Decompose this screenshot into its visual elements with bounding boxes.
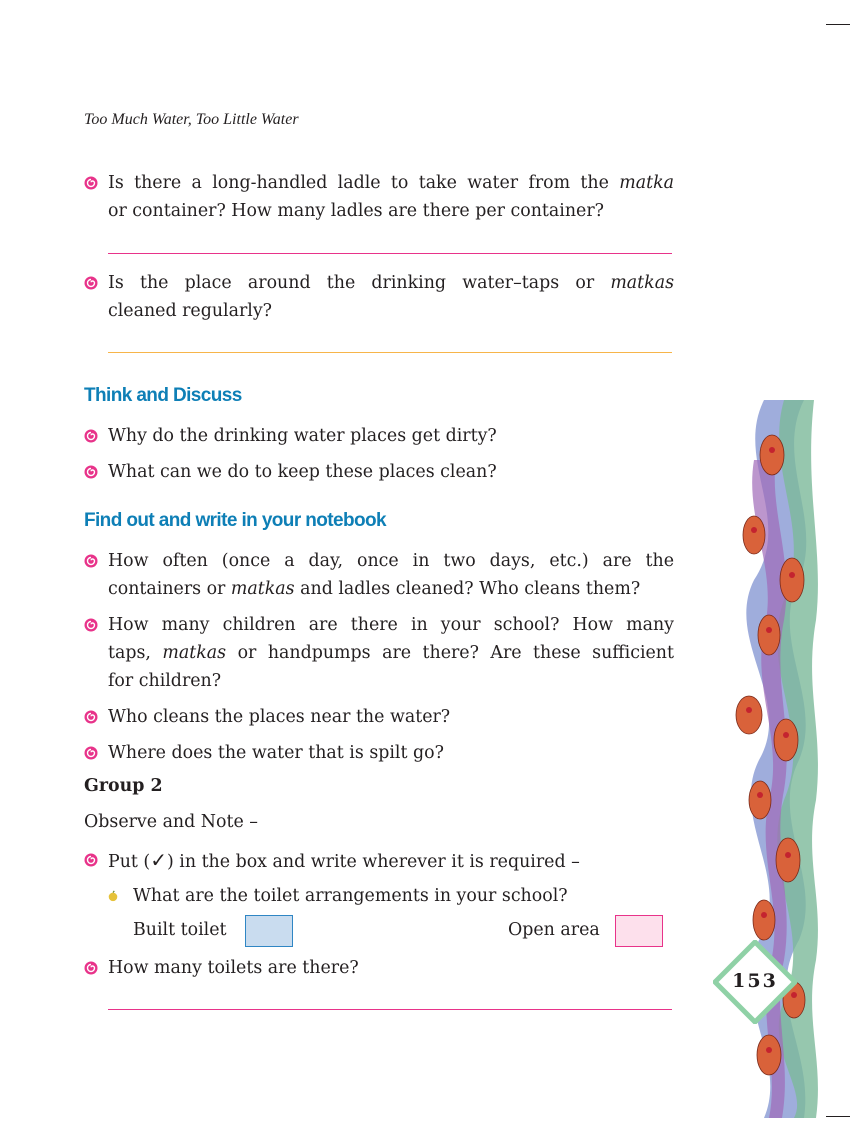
- list-item: [108, 458, 674, 486]
- line-text: How many children are there in your school? How many: [108, 615, 674, 635]
- check-mark-icon: ✓: [150, 848, 167, 872]
- italic-word: matkas: [610, 273, 674, 293]
- list-item: [108, 846, 674, 876]
- italic-word: matkas: [162, 643, 227, 663]
- option-built-toilet-label: Built toilet: [133, 920, 227, 940]
- swirl-bullet-icon: [84, 853, 98, 867]
- section-heading-find-out: Find out and write in your notebook: [84, 510, 386, 531]
- group-title: Group 2: [84, 776, 163, 796]
- item-text: ) in the box and write wherever it is required –: [166, 852, 580, 872]
- swirl-bullet-icon: [84, 961, 98, 975]
- option-open-area-label: Open area: [508, 920, 600, 940]
- page-number: 153: [732, 970, 778, 992]
- list-item: [108, 422, 674, 450]
- line-text: Is the place around the drinking water–taps or: [108, 273, 611, 293]
- line-text: Is there a long-handled ladle to take water from the: [108, 173, 620, 193]
- built-toilet-checkbox[interactable]: [245, 915, 293, 947]
- list-item: [108, 739, 674, 767]
- item-text: How many toilets are there?: [108, 958, 359, 978]
- question-ladle: [108, 169, 674, 225]
- swirl-bullet-icon: [84, 176, 98, 190]
- crop-mark-bottom: [826, 1116, 850, 1117]
- line-text: taps,: [108, 643, 163, 663]
- sub-list-item: [133, 882, 673, 910]
- item-text: What can we do to keep these places clean?: [108, 462, 497, 482]
- line-text: or handpumps are there? Are these sufficient: [226, 643, 674, 663]
- question-cleaning: [108, 269, 674, 325]
- line-text: and ladles cleaned? Who cleans them?: [294, 579, 641, 599]
- line-text: containers or: [108, 579, 231, 599]
- swirl-bullet-icon: [84, 710, 98, 724]
- item-text: Put (: [108, 852, 151, 872]
- item-text: What are the toilet arrangements in your school?: [133, 886, 568, 906]
- item-text: Where does the water that is spilt go?: [108, 743, 444, 763]
- swirl-bullet-icon: [84, 465, 98, 479]
- line-text: or container? How many ladles are there per container?: [108, 201, 604, 221]
- crop-mark-top: [826, 24, 850, 25]
- apple-bullet-icon: [107, 890, 119, 902]
- group-subtitle: Observe and Note –: [84, 812, 258, 832]
- line-text: How often (once a day, once in two days, etc.) are the: [108, 551, 674, 571]
- answer-line: [108, 352, 672, 353]
- list-item: [108, 611, 674, 695]
- line-text: for children?: [108, 671, 222, 691]
- line-text: cleaned regularly?: [108, 301, 273, 321]
- item-text: Who cleans the places near the water?: [108, 707, 451, 727]
- swirl-bullet-icon: [84, 554, 98, 568]
- swirl-bullet-icon: [84, 276, 98, 290]
- item-text: Why do the drinking water places get dirty?: [108, 426, 497, 446]
- running-head: Too Much Water, Too Little Water: [84, 111, 299, 128]
- section-heading-think-discuss: Think and Discuss: [84, 385, 242, 406]
- open-area-checkbox[interactable]: [615, 915, 663, 947]
- list-item: [108, 703, 674, 731]
- swirl-bullet-icon: [84, 429, 98, 443]
- list-item: [108, 547, 674, 603]
- swirl-bullet-icon: [84, 746, 98, 760]
- answer-line: [108, 253, 672, 254]
- italic-word: matkas: [230, 579, 295, 599]
- answer-line: [108, 1009, 672, 1010]
- list-item: [108, 954, 674, 982]
- italic-word: matka: [619, 173, 674, 193]
- swirl-bullet-icon: [84, 618, 98, 632]
